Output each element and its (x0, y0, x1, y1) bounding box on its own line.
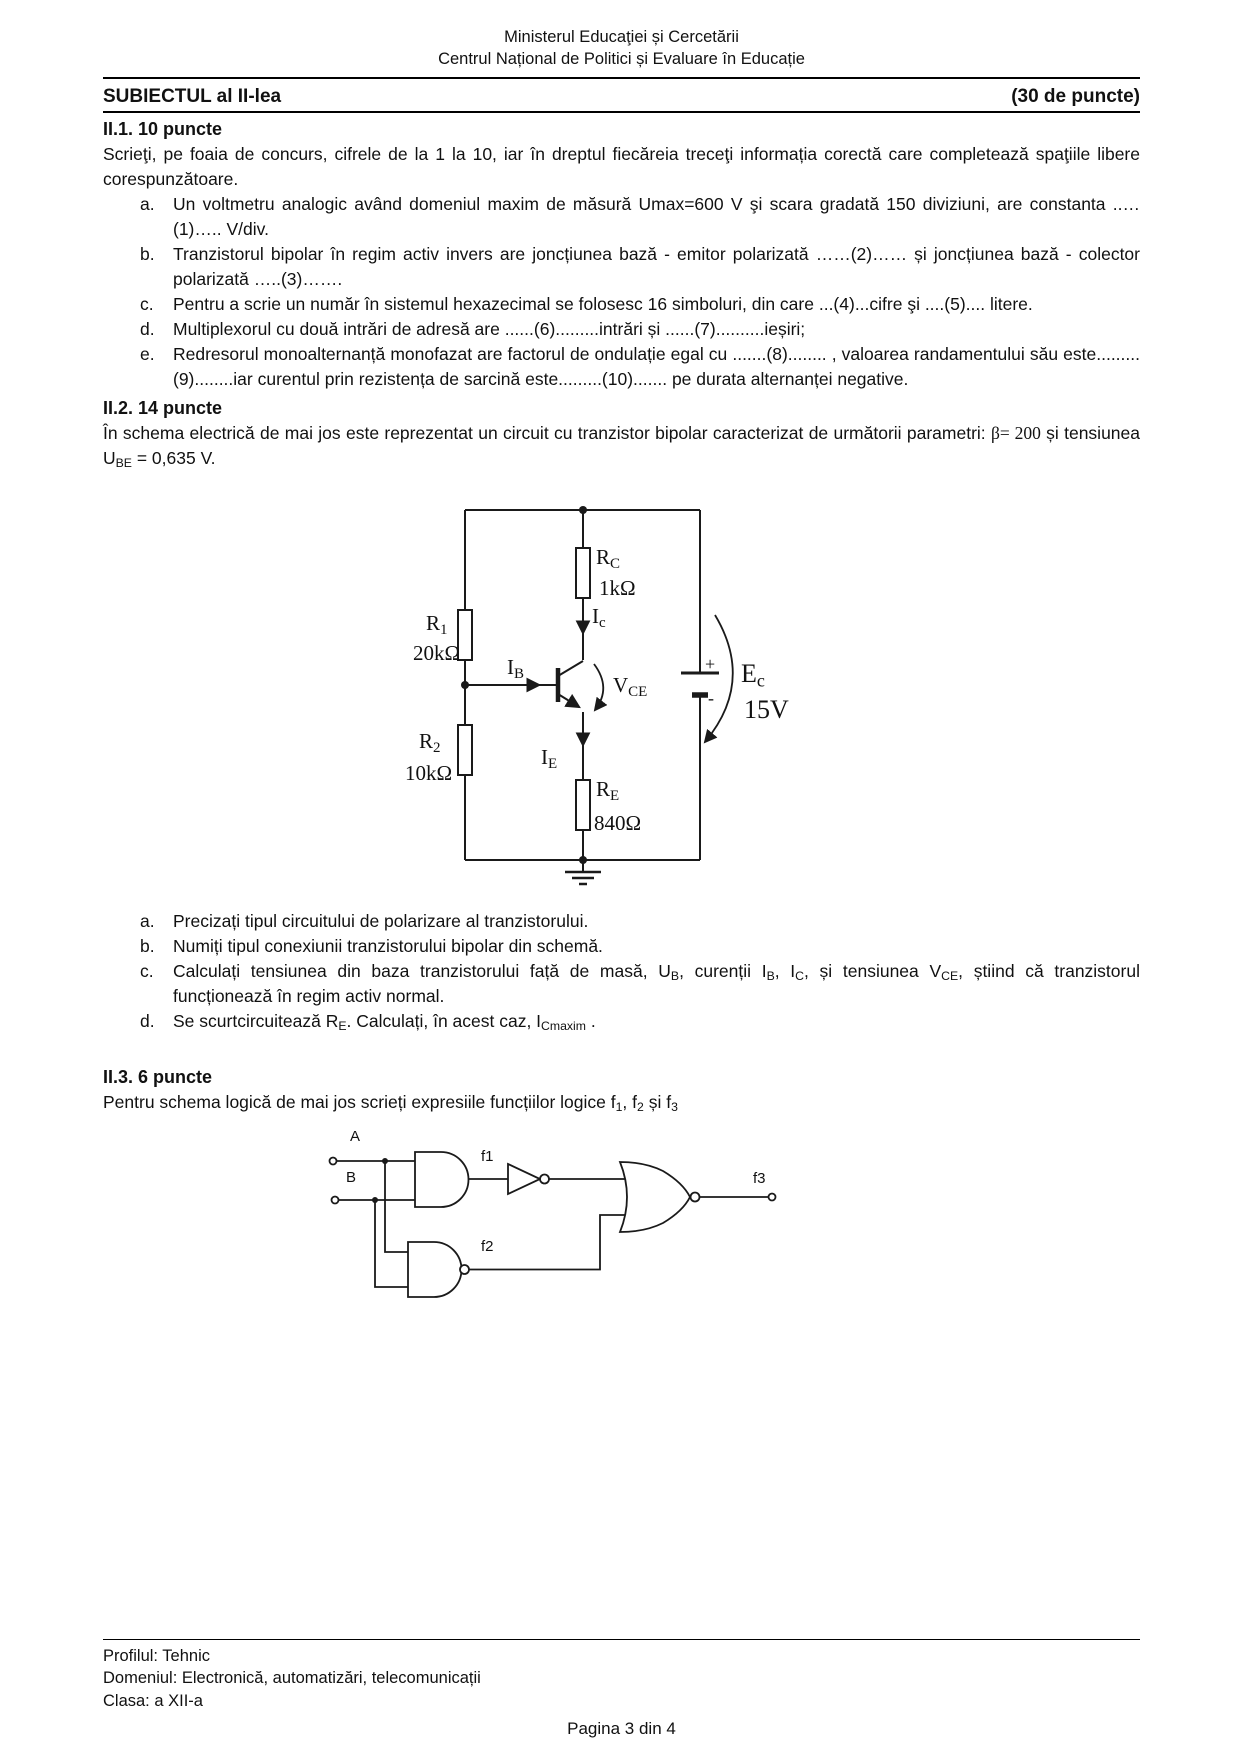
item-label: a. (140, 911, 155, 931)
circuit-diagram (103, 497, 1140, 891)
label-r1-value: 20kΩ (413, 641, 461, 665)
label-rc: $R_C$ (596, 545, 621, 572)
item-text: Un voltmetru analogic având domeniul maxim de măsură Umax=600 V şi scara gradată 150 diviziuni, are constanta ..…(1)….. V/div. (173, 194, 1140, 239)
subject-header (103, 86, 1140, 113)
item-label: a. (140, 194, 155, 214)
page-number: Pagina 3 din 4 (567, 1719, 676, 1738)
ministry-line2: Centrul Național de Politici și Evaluare în Educație (438, 50, 805, 68)
item-text: Numiți tipul conexiunii tranzistorului bipolar din schemă. (173, 936, 603, 956)
footer-class: Clasa: a XII-a (103, 1691, 203, 1710)
ministry-header (103, 26, 1140, 70)
label-re-value: 840Ω (594, 811, 642, 835)
section3-intro: Pentru schema logică de mai jos scrieți expresiile funcțiilor logice $f_1$, $f_2$ și $f_3$ (103, 1092, 678, 1115)
list-item-d (140, 317, 1140, 342)
list-item-e (140, 342, 1140, 392)
list-item-c (140, 959, 1140, 1009)
page-footer (103, 1639, 1140, 1740)
label-rc-value: 1kΩ (599, 576, 636, 600)
item-label: b. (140, 936, 155, 956)
section2-intro: În schema electrică de mai jos este reprezentat un circuit cu tranzistor bipolar caracterizat de următorii parametri: β= 200 și tensiunea $U_{BE} = 0,635$ V. (103, 423, 1140, 471)
input-a-label: A (350, 1128, 361, 1145)
subject-points: (30 de puncte) (1011, 86, 1140, 107)
list-item-b (140, 934, 1140, 959)
item-text: Precizați tipul circuitului de polarizare al tranzistorului. (173, 911, 589, 931)
item-text: Calculați tensiunea din baza tranzistorului față de masă, $U_B$, curenții $I_B$, $I_C$, și tensiunea $V_{CE}$, știind că tranzistorul funcționează în regim activ normal. (173, 961, 1140, 1006)
footer-domain: Domeniul: Electronică, automatizări, telecomunicații (103, 1669, 481, 1687)
item-text: Tranzistorul bipolar în regim activ invers are joncțiunea bază - emitor polarizată ……(2)…… și joncțiunea bază - colector polarizată …..(3)……. (173, 244, 1140, 289)
battery-plus-sign: + (705, 654, 716, 674)
ministry-line1: Ministerul Educaţiei și Cercetării (504, 28, 739, 46)
item-text: Pentru a scrie un număr în sistemul hexazecimal se folosesc 16 simboluri, din care ...(4)...cifre şi ....(5).... litere. (173, 294, 1033, 314)
item-text: Multiplexorul cu două intrări de adresă are ......(6).........intrări și ......(7)..........ieșiri; (173, 319, 806, 339)
list-item-d (140, 1009, 1140, 1034)
footer-divider (103, 1639, 1140, 1640)
label-ic: $I_c$ (592, 604, 606, 631)
output-f3-label: f3 (753, 1170, 766, 1187)
subject-title: SUBIECTUL al II-lea (103, 86, 282, 107)
output-f1-label: f1 (481, 1148, 494, 1165)
label-r1: $R_1$ (426, 611, 448, 638)
label-r2: $R_2$ (419, 729, 441, 756)
list-item-a (140, 192, 1140, 242)
item-text: Se scurtcircuitează $R_E$. Calculați, în acest caz, $I_{Cmaxim}$ . (173, 1011, 596, 1034)
item-text: Redresorul monoalternanță monofazat are factorul de ondulație egal cu .......(8)........ , valoarea randamentului său este.........(9)........iar curentul prin rezistența de sarcină este.........(10)....... pe durata alternanței negative. (173, 344, 1140, 389)
logic-diagram (103, 1127, 1140, 1325)
label-ec-value: 15V (744, 695, 789, 724)
item-label: c. (140, 961, 154, 981)
section1-intro: Scrieţi, pe foaia de concurs, cifrele de la 1 la 10, iar în dreptul fiecăreia treceţi informația corectă care completează spaţiile libere corespunzătoare. (103, 144, 1140, 189)
footer-profile: Profilul: Tehnic (103, 1646, 211, 1665)
label-ec: $E_c$ (741, 659, 765, 691)
item-label: c. (140, 294, 154, 314)
section2-list (140, 909, 1140, 1034)
circuit-schematic (103, 497, 803, 891)
section2-heading: II.2. 14 puncte (103, 398, 223, 418)
item-label: d. (140, 319, 155, 339)
section1-list (140, 192, 1140, 392)
item-label: b. (140, 244, 155, 264)
header-divider (103, 77, 1140, 79)
item-label: e. (140, 344, 155, 364)
item-label: d. (140, 1011, 155, 1031)
label-ib: $I_B$ (507, 655, 525, 682)
label-re: $R_E$ (596, 777, 620, 804)
section3-heading: II.3. 6 puncte (103, 1067, 213, 1087)
battery-minus-sign: - (708, 688, 714, 708)
output-f2-label: f2 (481, 1238, 494, 1255)
list-item-b (140, 242, 1140, 292)
section1-heading: II.1. 10 puncte (103, 119, 223, 139)
input-b-label: B (346, 1169, 357, 1186)
logic-schematic (103, 1127, 803, 1325)
list-item-a (140, 909, 1140, 934)
label-vce: $V_{CE}$ (613, 673, 648, 700)
list-item-c (140, 292, 1140, 317)
label-ie: $I_E$ (541, 745, 558, 772)
label-r2-value: 10kΩ (405, 761, 453, 785)
